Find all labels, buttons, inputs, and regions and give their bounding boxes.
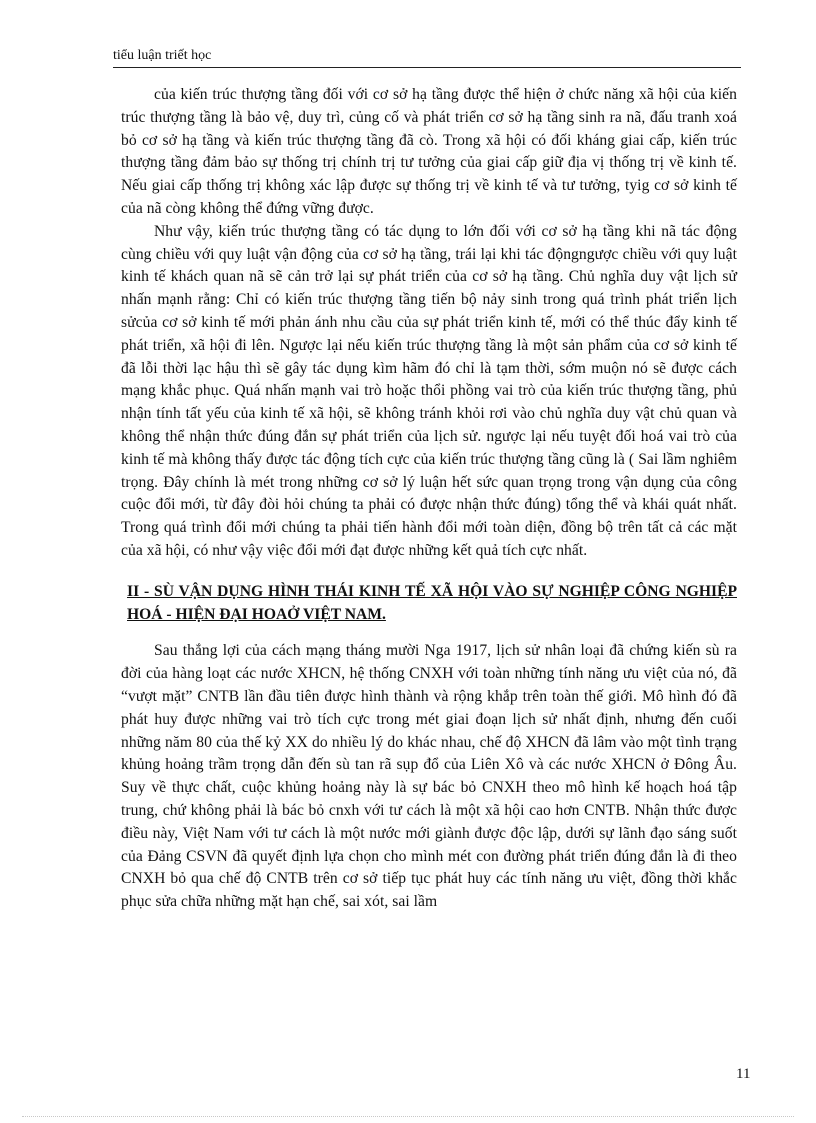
paragraph-1: của kiến trúc thượng tầng đối với cơ sở hạ tầng được thể hiện ở chức năng xã hội của kiến trúc thượng tầng là bảo vệ, duy trì, củng cố và phát triển cơ sở hạ tầng sinh ra nã, đấu tranh xoá bỏ cơ sở hạ tầng và kiến trúc thượng tầng đã cò. Trong xã hội có đối kháng giai cấp, kiến trúc thượng tầng đảm bảo sự thống trị chính trị tư tưởng của giai cấp giữ địa vị thống trị về kinh tế. Nếu giai cấp thống trị không xác lập được sự thống trị về kinh tế và tư tưởng, tyig cơ sở kinh tế của nã còng không thể đứng vững được. [121,86,737,217]
section-paragraph: Sau thắng lợi của cách mạng tháng mười Nga 1917, lịch sử nhân loại đã chứng kiến sù ra đời của hàng loạt các nước XHCN, hệ thống CNXH với toàn những tính năng ưu việt của nó, đã “vượt mặt” CNTB lần đầu tiên được hình thành và rộng khắp trên toàn thế giới. Mô hình đó đã phát huy được những vai trò tích cực trong mét giai đoạn lịch sử nhất định, nhưng đến cuối những năm 80 của thế kỷ XX do nhiều lý do khác nhau, chế độ XHCN đã lâm vào một tình trạng khủng hoảng trầm trọng dẫn đến sù tan rã sụp đổ của Liên Xô và các nước XHCN ở Đông Âu. Suy về thực chất, cuộc khủng hoảng này là sự bác bỏ CNXH theo mô hình kế hoạch hoá tập trung, chứ không phải là bác bỏ cnxh với tư cách là một xã hội cao hơn CNTB. Nhận thức được điều này, Việt Nam với tư cách là một nước mới giành được độc lập, dưới sự lãnh đạo sáng suốt của Đảng CSVN đã quyết định lựa chọn cho mình mét con đường phát triển đúng đắn là đi theo CNXH bỏ qua chế độ CNTB trên cơ sở tiếp tục phát huy các tính năng ưu việt, đồng thời khắc phục sửa chữa những mặt hạn chế, sai xót, sai lầm [121,642,737,911]
page-header [113,48,741,68]
document-body [121,84,737,914]
section-heading: II - SÙ VẬN DỤNG HÌNH THÁI KINH TẾ XÃ HỘI VÀO SỰ NGHIỆP CÔNG NGHIỆP HOÁ - HIỆN ĐẠI HOAỞ VIỆT NAM. [127,582,737,623]
page-number: 11 [736,1066,751,1082]
page-bottom-divider [22,1116,794,1117]
paragraph-2: Như vậy, kiến trúc thượng tầng có tác dụng to lớn đối với cơ sở hạ tầng khi nã tác động cùng chiều với quy luật vận động của cơ sở hạ tầng, trái lại khi tác độngngược chiều với quy luật kinh tế khách quan nã sẽ cản trở lại sự phát triển của cơ sở hạ tầng. Chủ nghĩa duy vật lịch sử nhấn mạnh rằng: Chỉ có kiến trúc thượng tầng tiến bộ nảy sinh trong quá trình phát triển lịch sửcủa cơ sở kinh tế mới phản ánh nhu cầu của sự phát triển kinh tế, mới có thể thúc đẩy kinh tế phát triển, xã hội đi lên. Ngược lại nếu kiến trúc thượng tầng là một sản phẩm của cơ sở kinh tế đã lỗi thời lạc hậu thì sẽ gây tác dụng kìm hãm đó chỉ là tạm thời, sớm muộn nó sẽ được cách mạng khắc phục. Quá nhấn mạnh vai trò hoặc thổi phồng vai trò của kiến trúc thượng tầng, phủ nhận tính tất yếu của kinh tế xã hội, sẽ không tránh khỏi rơi vào chủ nghĩa duy vật chủ quan và không thể nhận thức đúng đắn sự phát triển của lịch sử. ngược lại nếu tuyệt đối hoá vai trò của kinh tế mà không thấy được tác động tích cực của kiến trúc thượng tầng cũng là ( Sai lầm nghiêm trọng. Đây chính là mét trong những cơ sở lý luận hết sức quan trọng trong vận dụng của công cuộc đổi mới, từ đây đòi hỏi chúng ta phải có được nhận thức đúng) tổng thể và khái quát nhất. Trong quá trình đổi mới chúng ta phải tiến hành đổi mới toàn diện, đồng bộ trên tất cả các mặt của xã hội, có như vậy việc đổi mới đạt được những kết quả tích cực nhất. [121,222,737,559]
header-title: tiểu luận triết học [113,48,212,63]
